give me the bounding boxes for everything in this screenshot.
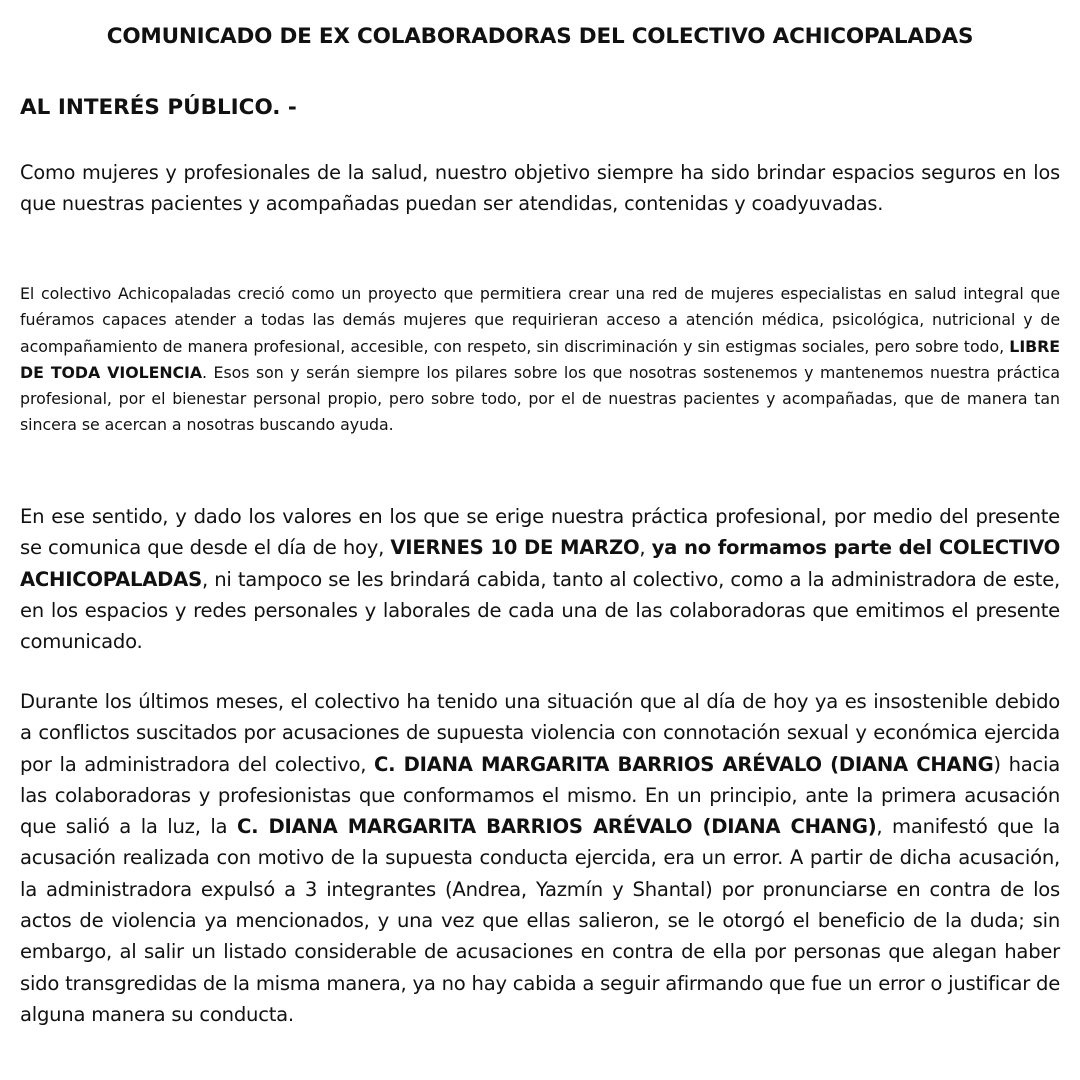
- document-page: [20, 0, 1060, 1080]
- paragraph-announcement: [20, 501, 1060, 657]
- emphasis-name: C. DIANA MARGARITA BARRIOS ARÉVALO (DIANA CHANG: [373, 752, 994, 776]
- paragraph-collective-description: [20, 281, 1060, 439]
- paragraph-text: , ni tampoco se les brindará cabida, tanto al colectivo, como a la administradora de este, en los espacios y redes personales y laborales de cada una de las colaboradoras que emitimos el presente comunicado.: [20, 567, 1060, 654]
- paragraph-text: En ese sentido, y dado los valores en los que se erige nuestra práctica profesional, por medio del presente se comunica que desde el día de hoy,: [20, 505, 1060, 560]
- paragraph-text: El colectivo Achicopaladas creció como un proyecto que permitiera crear una red de mujeres especialistas en salud integral que fuéramos capaces atender a todas las demás mujeres que requirieran acceso a atención médica, psicológica, nutricional y de acompañamiento de manera profesional, accesible, con respeto, sin discriminación y sin estigmas sociales, pero sobre todo,: [20, 284, 1060, 356]
- paragraph-intro: Como mujeres y profesionales de la salud, nuestro objetivo siempre ha sido brindar espacios seguros en los que nuestras pacientes y acompañadas puedan ser atendidas, contenidas y coadyuvadas.: [20, 161, 1060, 216]
- paragraph-text: Durante los últimos meses, el colectivo ha tenido una situación que al día de hoy ya es insostenible debido a conflictos suscitados por acusaciones de supuesta violencia con connotación sexual y económica ejercida por la administradora del colectivo,: [20, 690, 1060, 776]
- paragraph-situation: [20, 686, 1060, 1030]
- paragraph-text: ,: [639, 536, 652, 560]
- emphasis-date: VIERNES 10 DE MARZO: [390, 536, 640, 560]
- paragraph-text: ) hacia las colaboradoras y profesionistas que conformamos el mismo. En un principio, ante la primera acusación que salió a la luz, la: [20, 752, 1060, 839]
- paragraph-text: , manifestó que la acusación realizada con motivo de la supuesta conducta ejercida, era un error. A partir de dicha acusación, la administradora expulsó a 3 integrantes (Andrea, Yazmín y Shantal) por pronunciarse en contra de los actos de violencia ya mencionados, y una vez que ellas salieron, se le otorgó el beneficio de la duda; sin embargo, al salir un listado considerable de acusaciones en contra de ella por personas que alegan haber sido transgredidas de la misma manera, ya no hay cabida a seguir afirmando que fue un error o justificar de alguna manera su conducta.: [20, 815, 1060, 1026]
- emphasis-text: LIBRE DE TODA VIOLENCIA: [20, 336, 1060, 382]
- emphasis-name: C. DIANA MARGARITA BARRIOS ARÉVALO (DIANA CHANG): [236, 815, 877, 839]
- document-title: COMUNICADO DE EX COLABORADORAS DEL COLECTIVO ACHICOPALADAS: [106, 24, 974, 49]
- emphasis-text: ya no formamos parte del COLECTIVO ACHICOPALADAS: [20, 536, 1060, 591]
- paragraph-text: . Esos son y serán siempre los pilares sobre los que nosotras sostenemos y mantenemos nuestra práctica profesional, por el bienestar personal propio, pero sobre todo, por el de nuestras pacientes y acompañadas, que de manera tan sincera se acercan a nosotras buscando ayuda.: [20, 362, 1060, 435]
- salutation: AL INTERÉS PÚBLICO. -: [20, 95, 297, 120]
